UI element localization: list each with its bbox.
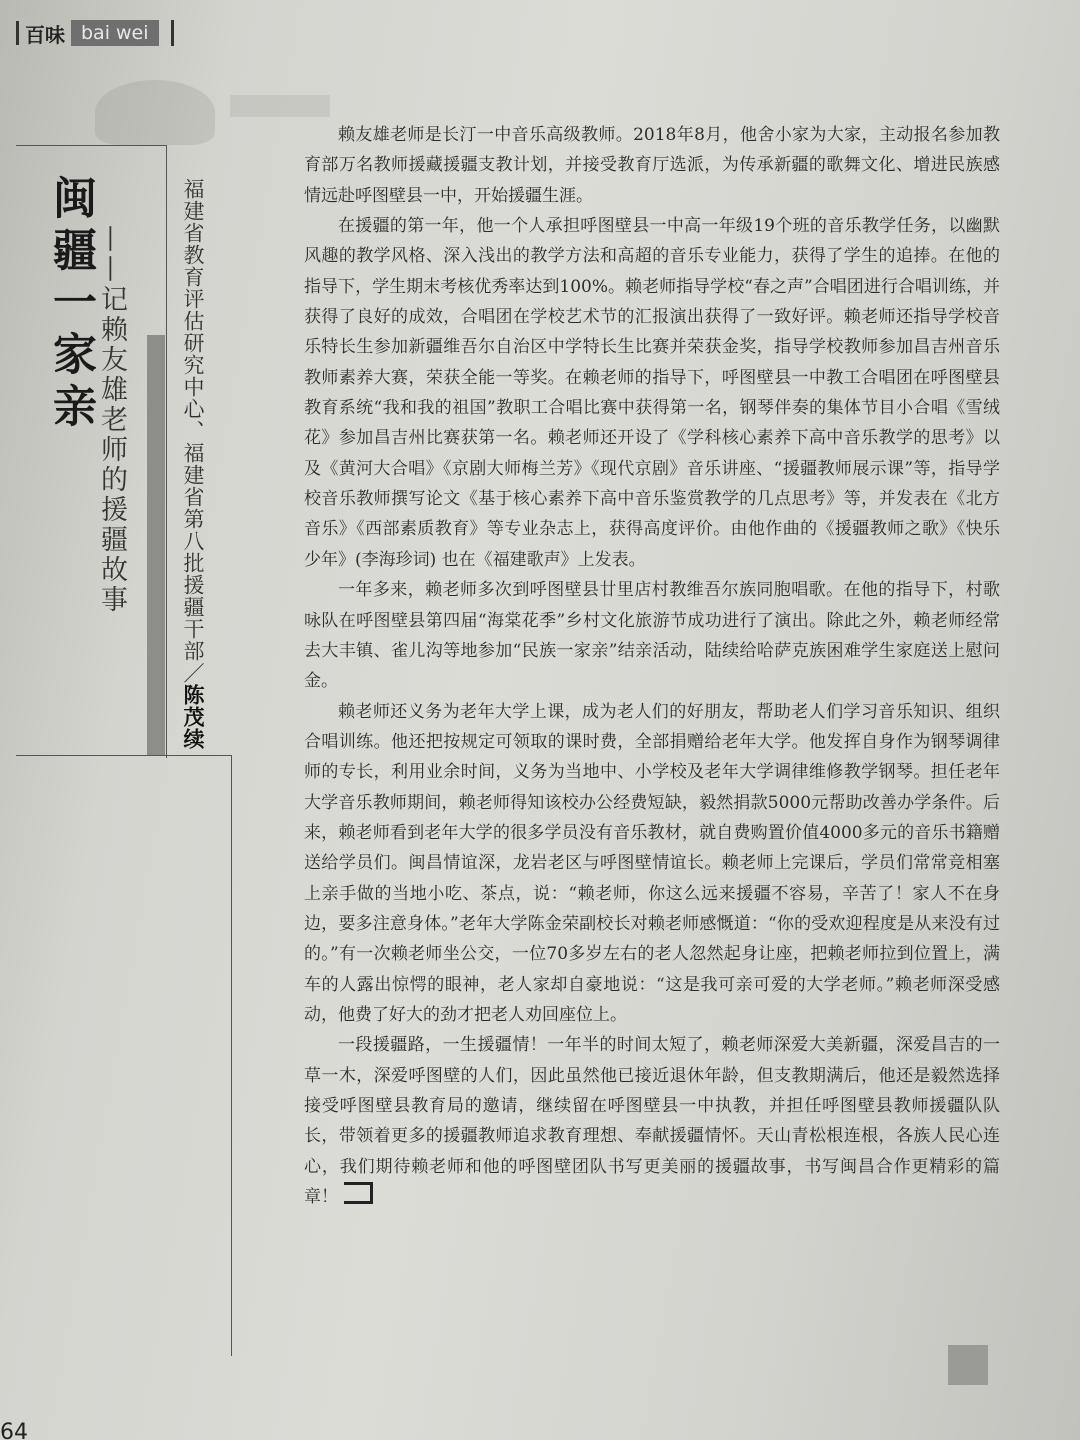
paragraph-1: 赖友雄老师是长汀一中音乐高级教师。2018年8月，他舍小家为大家，主动报名参加教育部万名教师援藏援疆支教计划，并接受教育厅选派，为传承新疆的歌舞文化、增进民族感情远赴呼图壁县一中，开始援疆生涯。 bbox=[304, 125, 1000, 206]
lower-frame bbox=[16, 755, 232, 1356]
article-title: 闽疆一家亲 bbox=[45, 175, 96, 435]
paragraph-2: 在援疆的第一年，他一个人承担呼图壁县一中高一年级19个班的音乐教学任务，以幽默风趣的教学风格、深入浅出的教学方法和高超的音乐专业能力，获得了学生的追捧。在他的指导下，学生期末考核优秀率达到100%。赖老师指导学校“春之声”合唱团进行合唱训练，并获得了良好的成效，合唱团在学校艺术节的汇报演出获得了一致好评。赖老师还指导学校音乐特长生参加新疆维吾尔自治区中学特长生比赛并荣获金奖，指导学校教师参加昌吉州音乐教师素养大赛，荣获全能一等奖。在赖老师的指导下，呼图壁县一中教工合唱团在呼图壁县教育系统“我和我的祖国”教职工合唱比赛中获得第一名，钢琴伴奏的集体节目小合唱《雪绒花》参加昌吉州比赛获第一名。赖老师还开设了《学科核心素养下高中音乐教学的思考》以及《黄河大合唱》《京剧大师梅兰芳》《现代京剧》音乐讲座、“援疆教师展示课”等，指导学校音乐教师撰写论文《基于核心素养下高中音乐鉴赏教学的几点思考》等，并发表在《北方音乐》《西部素质教育》等专业杂志上，获得高度评价。由他作曲的《援疆教师之歌》《快乐少年》(李海珍词) 也在《福建歌声》上发表。 bbox=[304, 216, 1000, 570]
paragraph-3: 一年多来，赖老师多次到呼图壁县廿里店村教维吾尔族同胞唱歌。在他的指导下，村歌咏队在呼图壁县第四届“海棠花季”乡村文化旅游节成功进行了演出。除此之外，赖老师经常去大丰镇、雀儿沟等地参加“民族一家亲”结亲活动，陆续给哈萨克族困难学生家庭送上慰问金。 bbox=[304, 580, 1000, 692]
end-mark-icon bbox=[344, 1182, 373, 1204]
author-affiliation: 福建省教育评估研究中心、福建省第八批援疆干部／ bbox=[181, 178, 205, 684]
paragraph-5: 一段援疆路，一生援疆情！一年半的时间太短了，赖老师深爱大美新疆，深爱昌吉的一草一木，深爱呼图壁的人们，因此虽然他已接近退休年龄，但支教期满后，他还是毅然选择接受呼图壁县教育局的邀请，继续留在呼图壁县一中执教，并担任呼图壁县教师援疆队队长，带领着更多的援疆教师追求教育理想、奉献援疆情怀。天山青松根连根，各族人民心连心，我们期待赖老师和他的呼图壁团队书写更美丽的援疆故事，书写闽昌合作更精彩的篇章！ bbox=[304, 1035, 1000, 1208]
corner-gray-block bbox=[948, 1345, 988, 1385]
section-header bbox=[16, 18, 174, 48]
author-name: 陈茂续 bbox=[181, 684, 205, 750]
section-name-cn: 百味 bbox=[25, 22, 65, 47]
paragraph-4: 赖老师还义务为老年大学上课，成为老人们的好朋友，帮助老人们学习音乐知识、组织合唱训练。他还把按规定可领取的课时费，全部捐赠给老年大学。他发挥自身作为钢琴调律师的专长，利用业余时间，义务为当地中、小学校及老年大学调律维修教学钢琴。担任老年大学音乐教师期间，赖老师得知该校办公经费短缺，毅然捐款5000元帮助改善办学条件。后来，赖老师看到老年大学的很多学员没有音乐教材，就自费购置价值4000多元的音乐书籍赠送给学员们。闽昌情谊深，龙岩老区与呼图壁情谊长。赖老师上完课后，学员们常常竞相塞上亲手做的当地小吃、茶点，说：“赖老师，你这么远来援疆不容易，辛苦了！家人不在身边，要多注意身体。”老年大学陈金荣副校长对赖老师感慨道：“你的受欢迎程度是从来没有过的。”有一次赖老师坐公交，一位70多岁左右的老人忽然起身让座，把赖老师拉到位置上，满车的人露出惊愕的眼神，老人家却自豪地说：“这是我可亲可爱的大学老师。”赖老师深受感动，他费了好大的劲才把老人劝回座位上。 bbox=[304, 701, 1000, 1025]
page-number: 64 bbox=[0, 1420, 28, 1440]
article-subtitle: ——记赖友雄老师的援疆故事 bbox=[96, 225, 127, 615]
header-divider bbox=[16, 21, 19, 45]
header-divider-right bbox=[171, 20, 174, 46]
faded-decoration bbox=[230, 95, 330, 117]
title-gray-bar bbox=[147, 335, 165, 755]
section-name-en: bai wei bbox=[71, 20, 159, 46]
faded-decoration bbox=[95, 80, 215, 145]
paragraph-5-wrap bbox=[304, 1030, 1000, 1212]
author-byline bbox=[178, 178, 208, 750]
article-body bbox=[304, 120, 1000, 1212]
